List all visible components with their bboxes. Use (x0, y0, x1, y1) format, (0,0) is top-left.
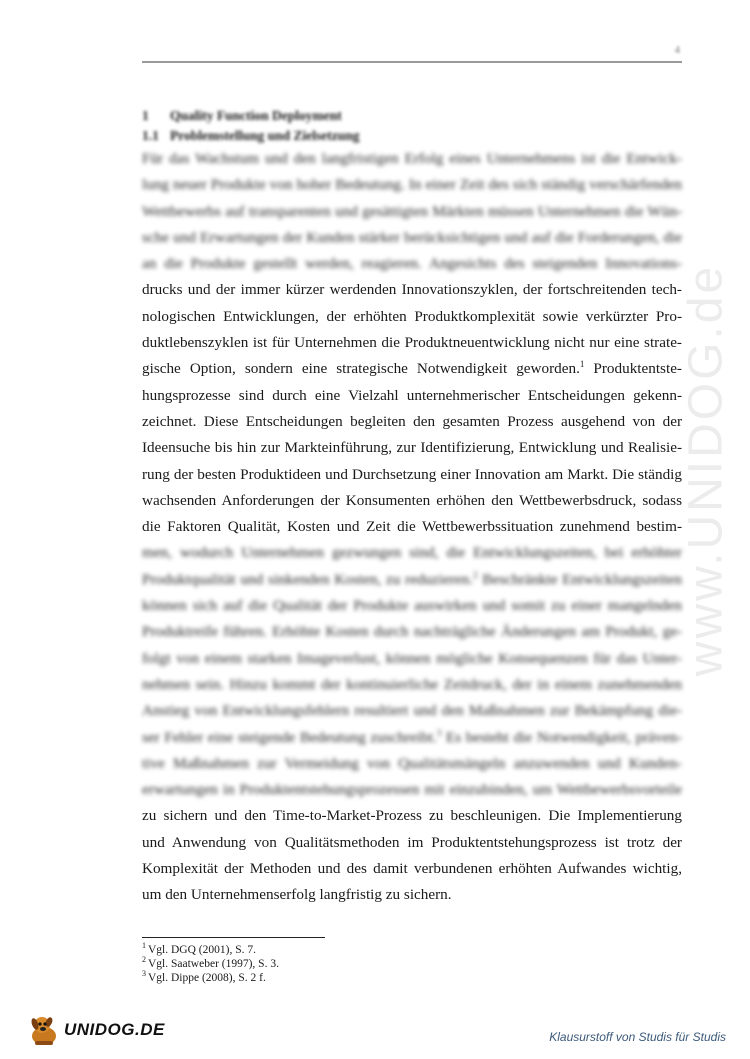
text-line: zu sichern und den Time-to-Market-Prozess zu beschleunigen. Die Implementierung (142, 807, 682, 825)
footnote-text: Vgl. Dippe (2008), S. 2 f. (148, 972, 266, 984)
text-line: nehmen sein. Hinzu kommt der kontinuierliche Zeitdruck, der in einem zunehmenden (142, 675, 682, 693)
text-line: erwartungen in Produktentstehungsprozessen mit einzubinden, um Wettbewerbsvorteile (142, 781, 682, 799)
text-line (142, 356, 682, 382)
text-line (142, 567, 682, 593)
section-heading (142, 128, 360, 144)
footnote (142, 971, 279, 985)
footnote-ref: 1 (579, 359, 585, 370)
footnote-number: 3 (142, 969, 146, 979)
text-line: können sich auf die Qualität der Produkte auswirken und somit zu einer mangelnden (142, 597, 682, 615)
text-line: sche und Erwartungen der Kunden stärker berücksichtigen und auf die Forderungen, die (142, 228, 682, 246)
text-line: um den Unternehmenserfolg langfristig zu sichern. (142, 886, 452, 904)
text-line: die Faktoren Qualität, Kosten und Zeit die Wettbewerbssituation zunehmend bestim- (142, 518, 682, 536)
text-segment: ser Fehler eine steigende Bedeutung zuschreibt. (142, 728, 437, 746)
text-segment: Produktentste- (593, 360, 682, 378)
tagline: Klausurstoff von Studis für Studis (549, 1030, 726, 1044)
text-line: drucks und der immer kürzer werdenden Innovationszyklen, der fortschreitenden tech- (142, 281, 682, 299)
footnote-text: Vgl. DGQ (2001), S. 7. (148, 944, 256, 956)
footnote-number: 2 (142, 955, 146, 965)
text-segment: gische Option, sondern eine strategische Notwendigkeit geworden. (142, 360, 580, 378)
page-number: 4 (674, 44, 680, 56)
text-line: men, wodurch Unternehmen gezwungen sind, die Entwicklungszeiten, bei erhöhter (142, 544, 682, 562)
footnote-text: Vgl. Saatweber (1997), S. 3. (148, 958, 279, 970)
section-title: Problemstellung und Zielsetzung (170, 128, 360, 143)
text-line: Komplexität der Methoden und des damit verbundenen erhöhten Aufwandes wichtig, (142, 860, 682, 878)
brand-logo[interactable] (26, 1012, 165, 1048)
footnote-number: 1 (142, 941, 146, 951)
text-line: und Anwendung von Qualitätsmethoden im Produktentstehungsprozess ist trotz der (142, 833, 682, 851)
text-line: wachsenden Anforderungen der Konsumenten erhöhen den Wettbewerbsdruck, sodass (142, 491, 682, 509)
text-line: nologischen Entwicklungen, der erhöhten Produktkomplexität sowie verkürzter Pro- (142, 307, 682, 325)
text-segment: Produktqualität und sinkenden Kosten, zu reduzieren. (142, 570, 474, 588)
footnote (142, 943, 279, 957)
footnote-ref: 2 (473, 569, 478, 580)
header-rule (142, 61, 682, 63)
text-line: rung der besten Produktideen und Durchsetzung einer Innovation am Markt. Die ständig (142, 465, 682, 483)
text-line: Für das Wachstum und den langfristigen Erfolg eines Unternehmens ist die Entwick- (142, 150, 682, 167)
text-line: hungsprozesse sind durch eine Vielzahl unternehmerischer Entscheidungen gekenn- (142, 386, 682, 404)
footnotes (142, 943, 279, 985)
footnote-ref: 3 (436, 727, 442, 738)
brand-text: UNIDOG.DE (64, 1020, 165, 1039)
body-text (142, 146, 682, 909)
text-line: Ideensuche bis hin zur Markteinführung, zur Identifizierung, Entwicklung und Realisie- (142, 439, 682, 457)
text-line: tive Maßnahmen zur Vermeidung von Qualitätsmängeln anzuwenden und Kunden- (142, 754, 682, 772)
section-number: 1.1 (142, 128, 159, 143)
text-line: an die Produkte gestellt werden, reagieren. Angesichts des steigenden Innovations- (142, 255, 682, 273)
text-line: Anstieg von Entwicklungsfehlern resultiert und den Maßnahmen zur Bekämpfung die- (142, 702, 682, 720)
dog-icon (26, 1012, 62, 1048)
chapter-heading (142, 108, 342, 124)
text-line: folgt von einem starken Imageverlust, können mögliche Konsequenzen für das Unter- (142, 649, 682, 667)
text-line: Wettbewerbs auf transparenten und gesättigten Märkten müssen Unternehmen die Wün- (142, 202, 682, 220)
footnote-rule (142, 937, 325, 938)
text-line: duktlebenszyklen ist für Unternehmen die Produktneuentwicklung nicht nur eine strate- (142, 334, 682, 352)
text-line: zeichnet. Diese Entscheidungen begleiten den gesamten Prozess ausgehend von der (142, 412, 682, 430)
footnote (142, 957, 279, 971)
watermark: www.UNIDOG.de (679, 263, 733, 677)
chapter-number: 1 (142, 108, 149, 123)
text-line: Produktreife führen. Erhöhte Kosten durch nachträgliche Änderungen am Produkt, ge- (142, 623, 682, 641)
text-line: lung neuer Produkte von hoher Bedeutung. In einer Zeit des sich ständig verschärfenden (142, 176, 682, 194)
text-line (142, 725, 682, 751)
chapter-title: Quality Function Deployment (170, 108, 342, 123)
text-segment: Es besteht die Notwendigkeit, präven- (445, 728, 682, 746)
text-segment: Beschränkte Entwicklungszeiten (482, 570, 682, 588)
